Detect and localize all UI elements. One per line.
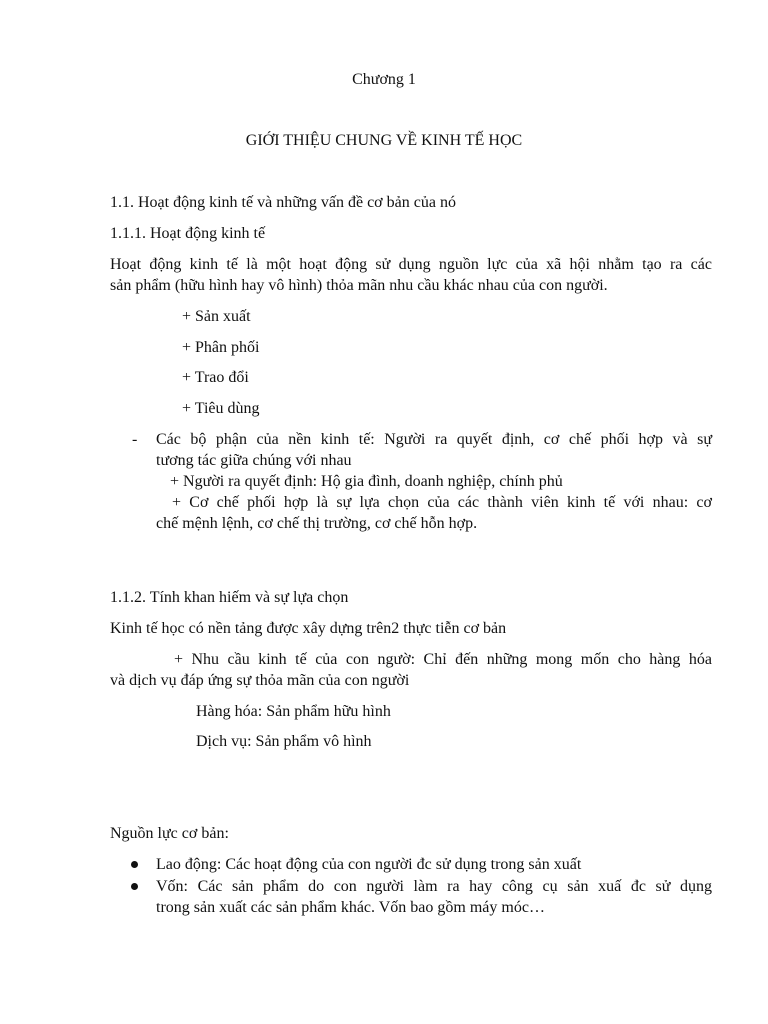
coordination-line: chế mệnh lệnh, cơ chế thị trường, cơ chế hỗn hợp.: [156, 515, 478, 532]
activity-item: + Tiêu dùng: [182, 400, 260, 417]
activity-item: + Sản xuất: [182, 308, 251, 325]
components-line: tương tác giữa chúng với nhau: [156, 452, 352, 469]
chapter-heading: Chương 1: [352, 71, 416, 88]
coordination-line: + Cơ chế phối hợp là sự lựa chọn của các thành viên kinh tế với nhau: cơ: [172, 494, 712, 511]
paragraph-line: sản phẩm (hữu hình hay vô hình) thỏa mãn nhu cầu khác nhau của con người.: [110, 277, 608, 294]
chapter-title: GIỚI THIỆU CHUNG VỀ KINH TẾ HỌC: [245, 132, 523, 149]
section-heading-1-1: 1.1. Hoạt động kinh tế và những vấn đề cơ bản của nó: [110, 194, 456, 211]
section-heading-1-1-1: 1.1.1. Hoạt động kinh tế: [110, 225, 266, 242]
needs-line: + Nhu cầu kinh tế của con ngườ: Chỉ đến những mong mốn cho hàng hóa: [174, 651, 712, 668]
needs-line: và dịch vụ đáp ứng sự thỏa mãn của con người: [110, 672, 410, 689]
foundation-line: Kinh tế học có nền tảng được xây dựng trên2 thực tiễn cơ bản: [110, 620, 507, 637]
capital-item-line: trong sản xuất các sản phẩm khác. Vốn bao gồm máy móc…: [156, 899, 545, 916]
resources-heading: Nguồn lực cơ bản:: [110, 825, 229, 842]
decision-makers-line: + Người ra quyết định: Hộ gia đình, doanh nghiệp, chính phủ: [170, 473, 563, 490]
labor-item: Lao động: Các hoạt động của con người đc sử dụng trong sản xuất: [156, 856, 582, 873]
services-definition: Dịch vụ: Sản phẩm vô hình: [196, 733, 372, 750]
goods-definition: Hàng hóa: Sản phẩm hữu hình: [196, 703, 391, 720]
capital-item-line: Vốn: Các sản phẩm do con người làm ra hay công cụ sản xuấ đc sử dụng: [156, 878, 712, 895]
bullet-icon: [131, 861, 138, 868]
components-line: Các bộ phận của nền kinh tế: Người ra quyết định, cơ chế phối hợp và sự: [156, 431, 712, 448]
bullet-icon: [131, 883, 138, 890]
activity-item: + Trao đổi: [182, 369, 249, 386]
section-heading-1-1-2: 1.1.2. Tính khan hiếm và sự lựa chọn: [110, 589, 349, 606]
activity-item: + Phân phối: [182, 339, 260, 356]
dash-bullet: -: [132, 431, 138, 448]
paragraph-line: Hoạt động kinh tế là một hoạt động sử dụng nguồn lực của xã hội nhằm tạo ra các: [110, 256, 712, 273]
